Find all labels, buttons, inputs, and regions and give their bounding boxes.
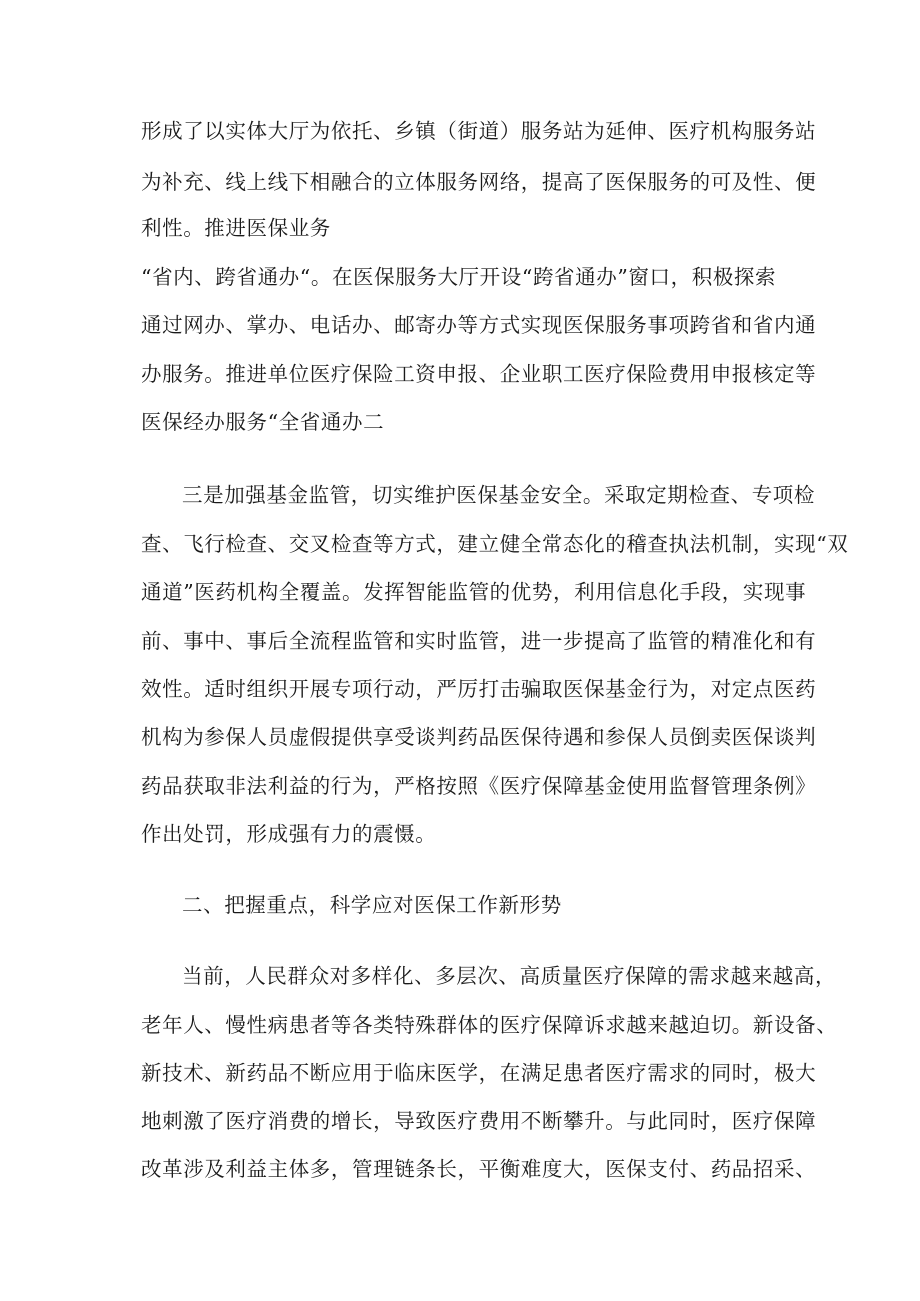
paragraph-line: 医保经办服务“全省通办二 [141,410,385,434]
paragraph-line: “省内、跨省通办“。在医保服务大厅开设“跨省通办”窗口，积极探索 [141,265,777,289]
paragraph-line: 通过网办、掌办、电话办、邮寄办等方式实现医保服务事项跨省和省内通 [141,313,817,337]
paragraph-line: 机构为参保人员虚假提供享受谈判药品医保待遇和参保人员倒卖医保谈判 [141,725,817,749]
paragraph-line: 新技术、新药品不断应用于临床医学，在满足患者医疗需求的同时，极大 [141,1061,817,1085]
paragraph-line: 当前，人民群众对多样化、多层次、高质量医疗保障的需求越来越高， [182,964,837,988]
paragraph-line: 效性。适时组织开展专项行动，严厉打击骗取医保基金行为，对定点医药 [141,677,817,701]
paragraph-line: 利性。推进医保业务 [141,216,331,240]
paragraph-line: 前、事中、事后全流程监管和实时监管，进一步提高了监管的精准化和有 [141,629,817,653]
paragraph-line: 改革涉及利益主体多，管理链条长，平衡难度大，医保支付、药品招采、 [141,1157,817,1181]
paragraph-line: 办服务。推进单位医疗保险工资申报、企业职工医疗保险费用申报核定等 [141,362,817,386]
paragraph-line: 三是加强基金监管，切实维护医保基金安全。采取定期检查、专项检 [182,483,815,507]
paragraph-line: 作出处罚，形成强有力的震慑。 [141,822,437,846]
paragraph-line: 地刺激了医疗消费的增长，导致医疗费用不断攀升。与此同时，医疗保障 [141,1109,817,1133]
paragraph-line: 老年人、慢性病患者等各类特殊群体的医疗保障诉求越来越迫切。新设备、 [141,1013,838,1037]
paragraph-line: 通道”医药机构全覆盖。发挥智能监管的优势，利用信息化手段，实现事 [141,580,807,604]
paragraph-line: 为补充、线上线下相融合的立体服务网络，提高了医保服务的可及性、便 [141,170,817,194]
paragraph-line: 查、飞行检查、交叉检查等方式，建立健全常态化的稽查执法机制，实现“双 [141,532,849,556]
paragraph-line: 形成了以实体大厅为依托、乡镇（街道）服务站为延伸、医疗机构服务站 [141,119,817,143]
section-heading: 二、把握重点，科学应对医保工作新形势 [182,893,562,917]
paragraph-line: 药品获取非法利益的行为，严格按照《医疗保障基金使用监督管理条例》 [141,774,817,798]
